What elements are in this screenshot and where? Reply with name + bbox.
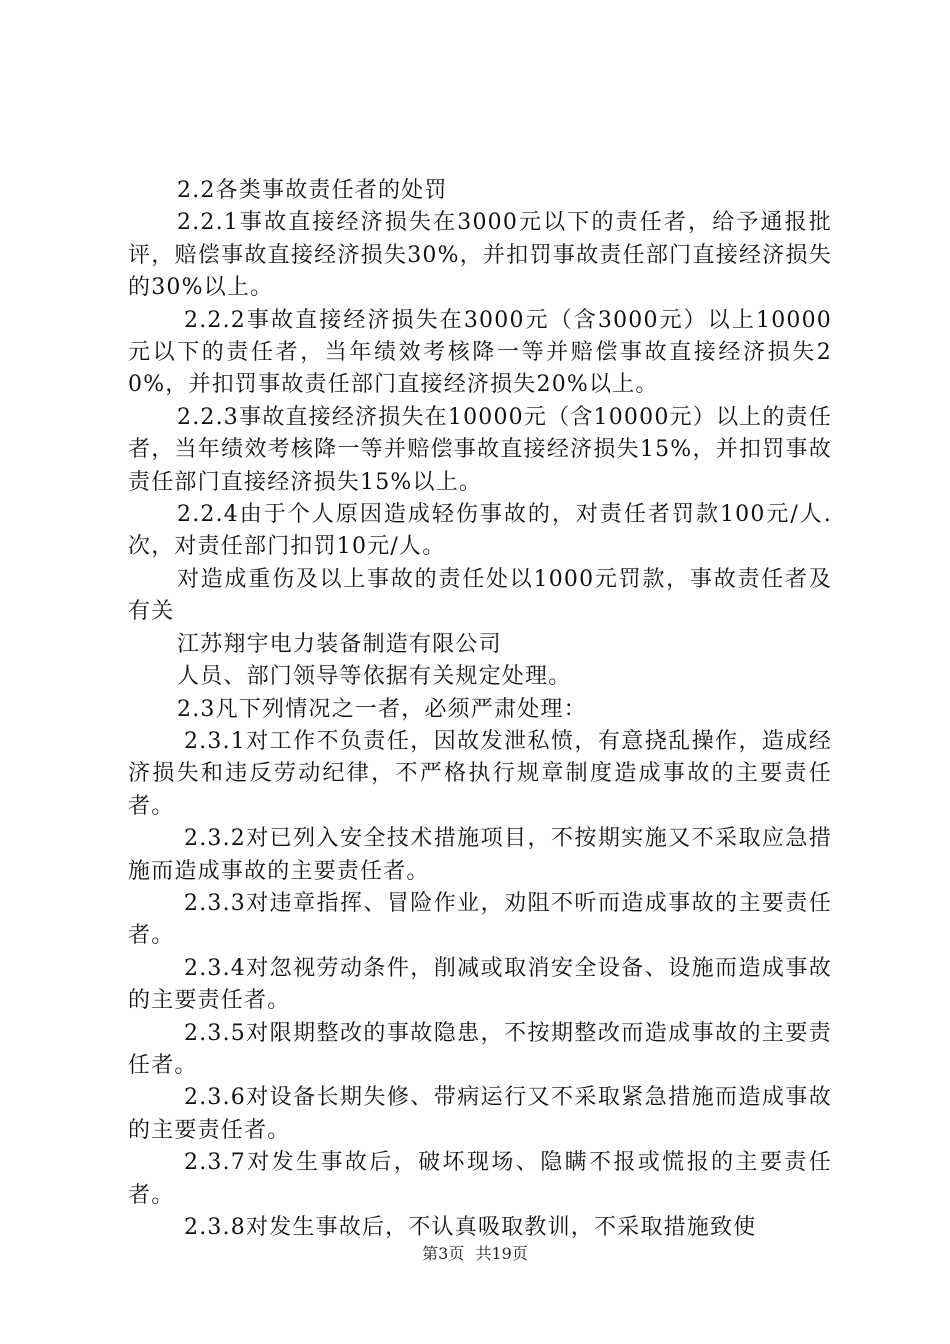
- section-heading-2-2: 2.2各类事故责任者的处罚: [177, 178, 448, 203]
- page-total: 共19页: [475, 1244, 528, 1263]
- paragraph-2-2-4: 2.2.4由于个人原因造成轻伤事故的，对责任者罚款100元/人.次，对责任部门扣罚10元/人。: [128, 502, 832, 560]
- paragraph-2-3-5: 2.3.5对限期整改的事故隐患，不按期整改而造成事故的主要责任者。: [128, 1020, 832, 1078]
- paragraph-2-3-1: 2.3.1对工作不负责任，因故发泄私愤，有意挠乱操作，造成经济损失和违反劳动纪律，不严格执行规章制度造成事故的主要责任者。: [128, 728, 832, 819]
- paragraph-2-3-2: 2.3.2对已列入安全技术措施项目，不按期实施又不采取应急措施而造成事故的主要责任者。: [128, 826, 832, 884]
- company-name-line: 江苏翔宇电力装备制造有限公司: [177, 631, 502, 657]
- section-heading-2-3: 2.3凡下列情况之一者，必须严肃处理：: [177, 696, 587, 722]
- page-footer: [0, 1244, 950, 1264]
- paragraph-continuation: 人员、部门领导等依据有关规定处理。: [177, 664, 572, 690]
- paragraph-2-2-3: 2.2.3事故直接经济损失在10000元（含10000元）以上的责任者，当年绩效考核降一等并赔偿事故直接经济损失15%，并扣罚事故责任部门直接经济损失15%以上。: [128, 404, 832, 495]
- paragraph-2-2-2: 2.2.2事故直接经济损失在3000元（含3000元）以上10000元以下的责任者，当年绩效考核降一等并赔偿事故直接经济损失20%，并扣罚事故责任部门直接经济损失20%以上。: [128, 307, 832, 398]
- paragraph-serious-injury: 对造成重伤及以上事故的责任处以1000元罚款，事故责任者及有关: [128, 566, 832, 625]
- paragraph-2-3-3: 2.3.3对违章指挥、冒险作业，劝阻不听而造成事故的主要责任者。: [128, 890, 832, 949]
- paragraph-2-3-7: 2.3.7对发生事故后，破坏现场、隐瞒不报或慌报的主要责任者。: [128, 1150, 832, 1208]
- paragraph-2-3-4: 2.3.4对忽视劳动条件，削减或取消安全设备、设施而造成事故的主要责任者。: [128, 955, 832, 1014]
- page-number: 第3页: [422, 1244, 465, 1263]
- paragraph-2-3-6: 2.3.6对设备长期失修、带病运行又不采取紧急措施而造成事故的主要责任者。: [128, 1085, 832, 1143]
- paragraph-2-2-1: 2.2.1事故直接经济损失在3000元以下的责任者，给予通报批评，赔偿事故直接经济损失30%，并扣罚事故责任部门直接经济损失的30%以上。: [128, 210, 832, 301]
- document-body: [128, 175, 832, 1244]
- paragraph-2-3-8: 2.3.8对发生事故后，不认真吸取教训，不采取措施致使: [184, 1215, 757, 1240]
